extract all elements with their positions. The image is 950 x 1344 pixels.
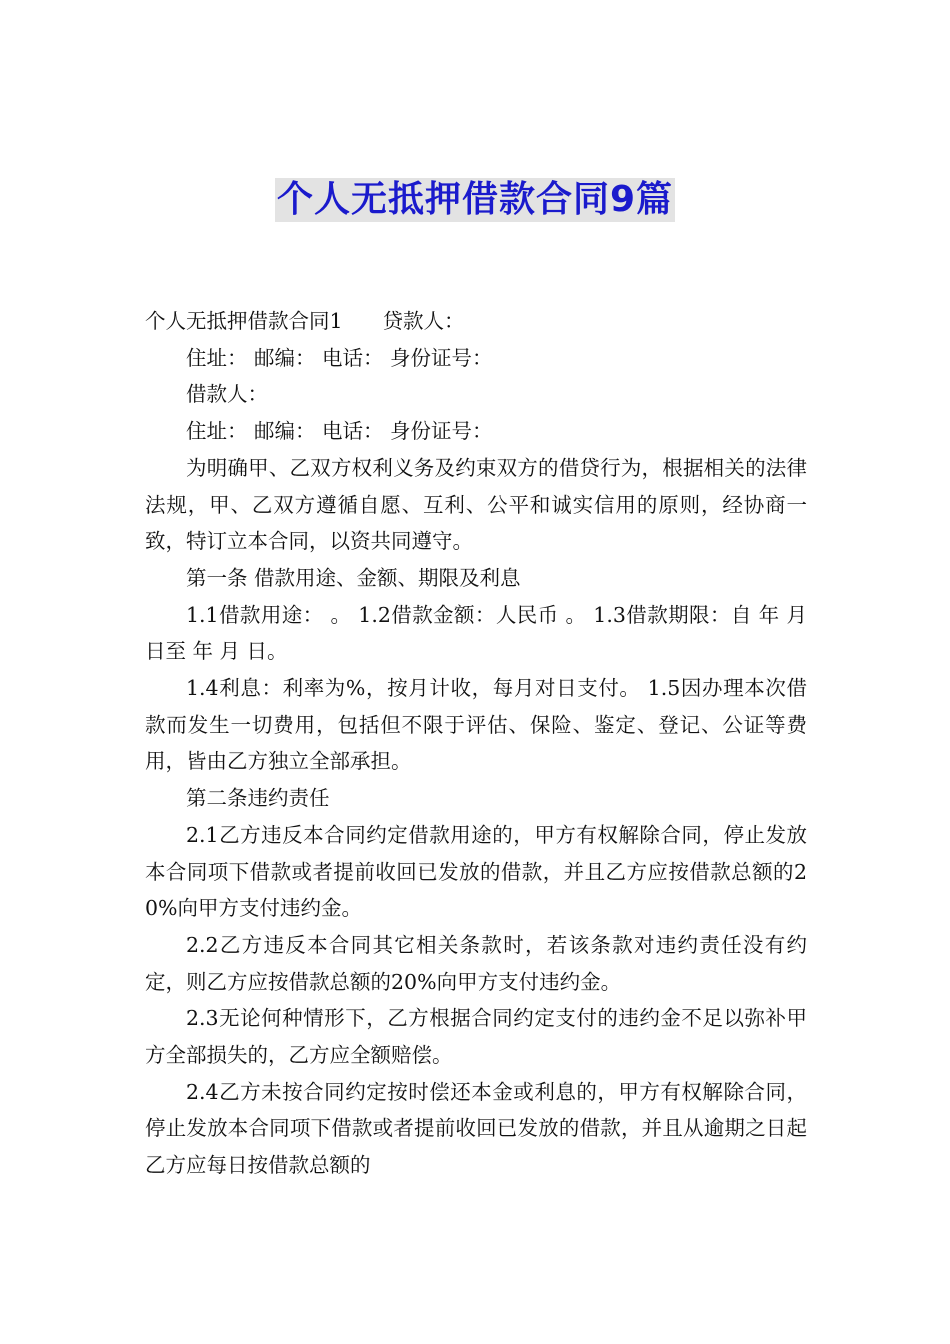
lender-label: 贷款人： [382, 309, 465, 333]
clause-1-1-to-1-3: 1.1借款用途： 。 1.2借款金额：人民币 。 1.3借款期限：自 年 月 日至 年 月 日。 [145, 602, 807, 664]
article-2-heading: 第二条违约责任 [186, 786, 330, 811]
paragraph-borrower-info: 住址： 邮编： 电话： 身份证号： [186, 419, 493, 444]
paragraph-lender-info: 住址： 邮编： 电话： 身份证号： [186, 345, 493, 370]
clause-2-3: 2.3无论何种情形下，乙方根据合同约定支付的违约金不足以弥补甲方全部损失的，乙方应全额赔偿。 [145, 1006, 807, 1068]
paragraph-borrower-label: 借款人： [186, 382, 268, 407]
article-1-heading: 第一条 借款用途、金额、期限及利息 [186, 565, 521, 590]
clause-2-2: 2.2乙方违反本合同其它相关条款时，若该条款对违约责任没有约定，则乙方应按借款总额的20%向甲方支付违约金。 [145, 932, 807, 994]
clause-2-4: 2.4乙方未按合同约定按时偿还本金或利息的，甲方有权解除合同，停止发放本合同项下借款或者提前收回已发放的借款，并且从逾期之日起乙方应每日按借款总额的 [145, 1079, 807, 1178]
document-body [145, 303, 807, 1184]
contract-number: 个人无抵押借款合同1 [145, 309, 343, 333]
document-title: 个人无抵押借款合同9篇 [276, 179, 674, 220]
clause-2-1: 2.1乙方违反本合同约定借款用途的，甲方有权解除合同，停止发放本合同项下借款或者提前收回已发放的借款，并且乙方应按借款总额的20%向甲方支付违约金。 [145, 822, 807, 921]
clause-1-4-to-1-5: 1.4利息：利率为%，按月计收，每月对日支付。 1.5因办理本次借款而发生一切费用，包括但不限于评估、保险、鉴定、登记、公证等费用，皆由乙方独立全部承担。 [145, 676, 807, 774]
title-container [0, 178, 950, 222]
heading-line [145, 303, 807, 340]
paragraph-preamble: 为明确甲、乙双方权利义务及约束双方的借贷行为，根据相关的法律法规，甲、乙双方遵循自愿、互利、公平和诚实信用的原则，经协商一致，特订立本合同，以资共同遵守。 [145, 455, 807, 554]
